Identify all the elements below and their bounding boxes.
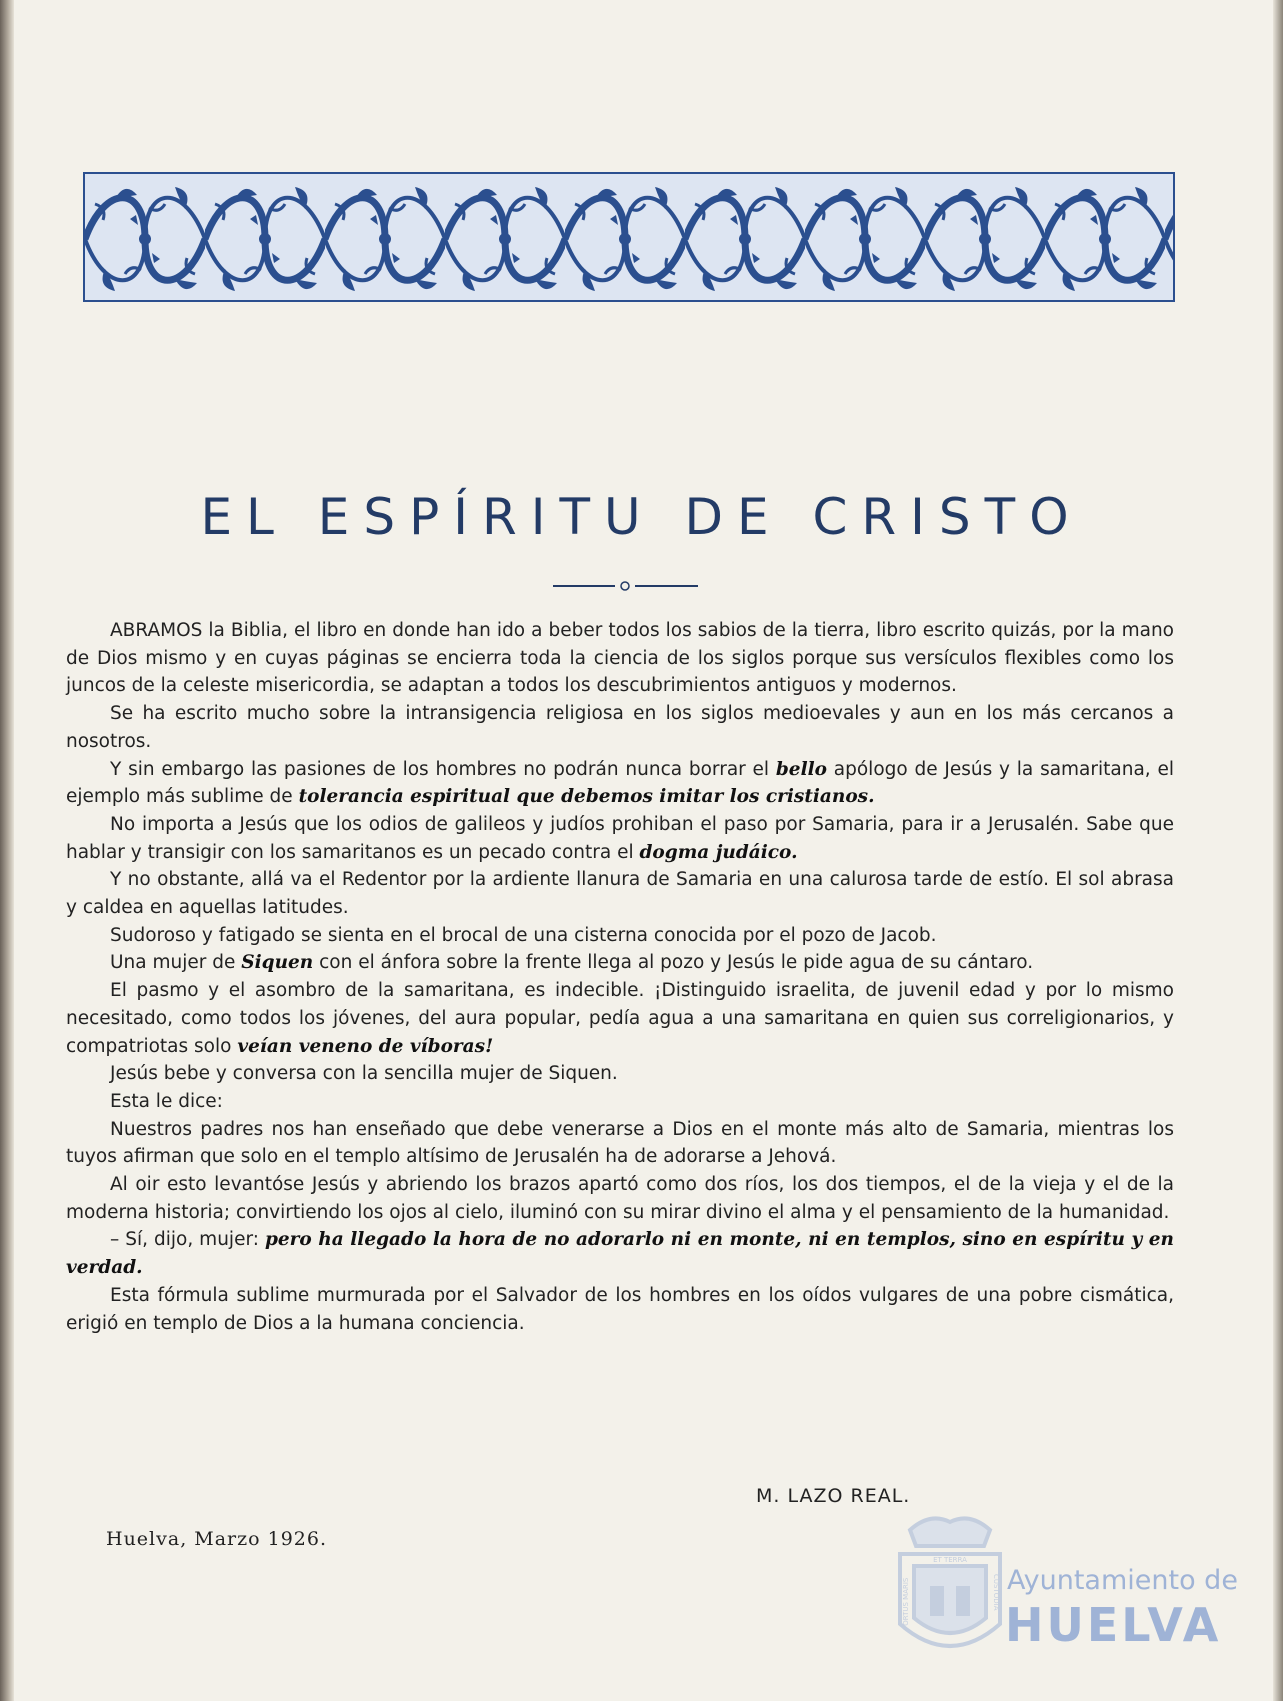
- paragraph-text: ABRAMOS la Biblia, el libro en donde han ido a beber todos los sabios de la tierra, libro escrito quizás, por la mano de Dios mismo y en cuyas páginas se encierra toda la ciencia de los siglos porque sus versículos flexibles como los juncos de la celeste misericordia, se adaptan a todos los descubrimientos antiguos y modernos.: [66, 620, 1174, 697]
- article-paragraph: [66, 922, 1174, 950]
- seal-text-left: PORTUS MARIS: [902, 1577, 910, 1630]
- article-paragraph: [66, 866, 1174, 921]
- emphasized-text: tolerancia espiritual que debemos imitar los cristianos.: [298, 786, 875, 808]
- emphasized-text: pero ha llegado la hora de no adorarlo ni en monte, ni en templos, sino en espíritu y en verdad.: [66, 1229, 1174, 1279]
- page-edge-shadow: [1273, 0, 1283, 1701]
- emphasized-text: bello: [775, 758, 827, 780]
- paragraph-text: Sudoroso y fatigado se sienta en el brocal de una cisterna conocida por el pozo de Jacob.: [110, 924, 937, 946]
- decorative-scroll-banner: [83, 172, 1175, 302]
- article-paragraph: [66, 1282, 1174, 1337]
- article-paragraph: [66, 1116, 1174, 1171]
- article-paragraph: [66, 1226, 1174, 1281]
- article-paragraph: [66, 811, 1174, 866]
- watermark-line-1: Ayuntamiento de: [1007, 1565, 1238, 1596]
- seal-text-right: CUSTODIA: [992, 1574, 1000, 1611]
- article-paragraph: [66, 1171, 1174, 1226]
- paragraph-text: El pasmo y el asombro de la samaritana, es indecible. ¡Distinguido israelita, de juvenil edad y por lo mismo necesitado, como todos los jóvenes, del aura popular, pedía agua a una samaritana en quien sus correligionarios, y compatriotas solo: [66, 980, 1174, 1057]
- title-divider: [553, 580, 698, 592]
- article-paragraph: [66, 977, 1174, 1060]
- paragraph-text: No importa a Jesús que los odios de galileos y judíos prohiban el paso por Samaria, para ir a Jerusalén. Sabe que hablar y transigir con los samaritanos es un pecado contra el: [66, 813, 1174, 863]
- page-title: EL ESPÍRITU DE CRISTO: [200, 488, 1083, 546]
- paragraph-text: Al oir esto levantóse Jesús y abriendo los brazos apartó como dos ríos, los dos tiempos, el de la vieja y el de la moderna historia; convirtiendo los ojos al cielo, iluminó con su mirar divino el alma y el pensamiento de la humanidad.: [66, 1174, 1174, 1223]
- paragraph-text: Se ha escrito mucho sobre la intransigencia religiosa en los siglos medioevales y aun en los más cercanos a nosotros.: [66, 703, 1174, 752]
- paragraph-text: Jesús bebe y conversa con la sencilla mujer de Siquen.: [110, 1063, 618, 1085]
- emphasized-text: veían veneno de víboras!: [237, 1035, 494, 1057]
- paragraph-text: Nuestros padres nos han enseñado que debe venerarse a Dios en el monte más alto de Samaria, mientras los tuyos afirman que solo en el templo altísimo de Jerusalén ha de adorarse a Jehová.: [66, 1118, 1174, 1168]
- scroll-ornament-svg: [85, 174, 1175, 302]
- paragraph-text: apólogo de Jesús y la samaritana, el ejemplo más sublime de: [66, 758, 1174, 808]
- author-signature: M. LAZO REAL.: [756, 1485, 911, 1507]
- paragraph-text: Esta le dice:: [110, 1090, 223, 1112]
- article-paragraph: [66, 1060, 1174, 1088]
- paragraph-text: Una mujer de: [110, 952, 242, 974]
- seal-text-top: ET TERRA: [933, 1556, 967, 1564]
- article-paragraph: [66, 1088, 1174, 1116]
- paragraph-text: Esta fórmula sublime murmurada por el Salvador de los hombres en los oídos vulgares de una pobre cismática, erigió en templo de Dios a la humana conciencia.: [66, 1284, 1174, 1334]
- emphasized-text: Siquen: [241, 952, 314, 974]
- article-body: [66, 617, 1174, 1337]
- article-paragraph: [66, 949, 1174, 977]
- place-date: Huelva, Marzo 1926.: [106, 1528, 328, 1550]
- article-paragraph: [66, 617, 1174, 700]
- article-paragraph: [66, 756, 1174, 811]
- watermark-line-2: HUELVA: [1005, 1598, 1222, 1652]
- page-binding-shadow: [0, 0, 14, 1701]
- paragraph-text: Y sin embargo las pasiones de los hombres no podrán nunca borrar el: [110, 758, 776, 780]
- emphasized-text: dogma judáico.: [639, 841, 798, 863]
- article-paragraph: [66, 700, 1174, 755]
- paragraph-text: con el ánfora sobre la frente llega al pozo y Jesús le pide agua de su cántaro.: [313, 952, 1034, 974]
- paragraph-text: Y no obstante, allá va el Redentor por la ardiente llanura de Samaria en una calurosa tarde de estío. El sol abrasa y caldea en aquellas latitudes.: [66, 869, 1174, 919]
- paragraph-text: – Sí, dijo, mujer:: [110, 1229, 265, 1251]
